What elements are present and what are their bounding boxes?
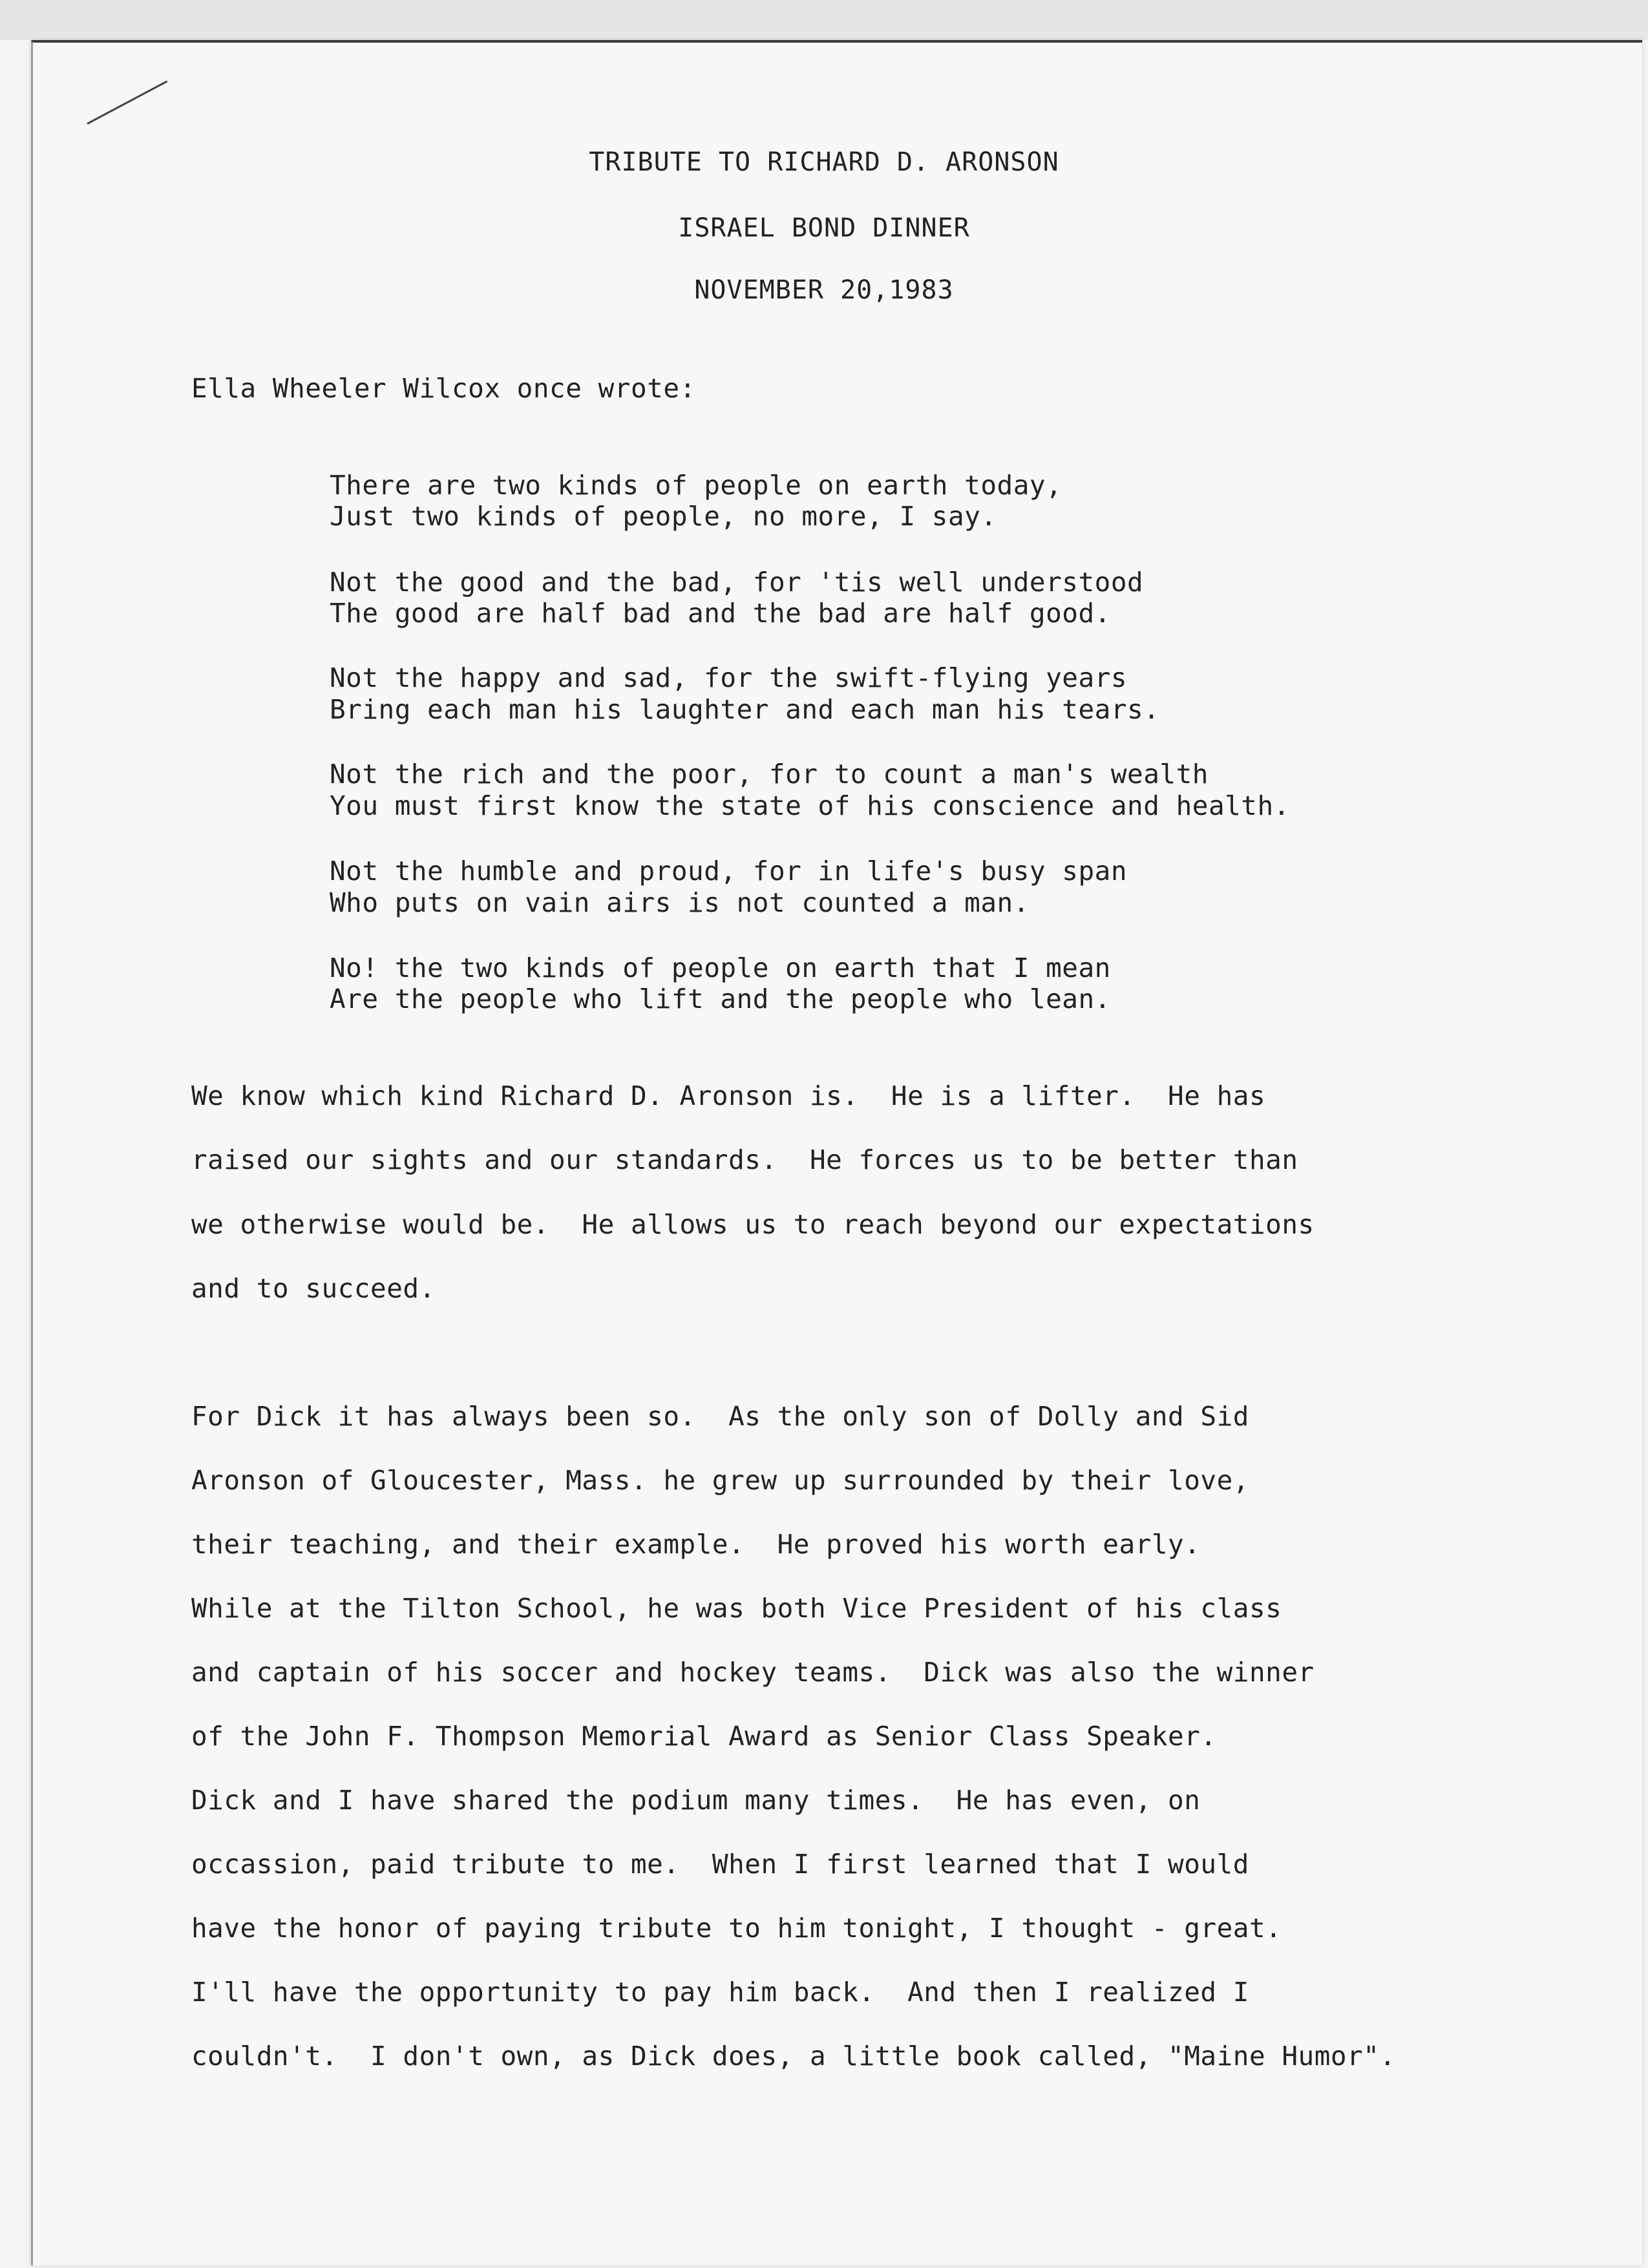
paragraph-line: Dick and I have shared the podium many times. He has even, on <box>191 1785 1201 1816</box>
poem-line: Not the happy and sad, for the swift-flying years <box>330 662 1128 693</box>
paragraph-line: I'll have the opportunity to pay him back. And then I realized I <box>191 1977 1249 2008</box>
poem-line: The good are half bad and the bad are half good. <box>330 598 1111 629</box>
poem-line: Who puts on vain airs is not counted a man. <box>330 887 1030 918</box>
paragraph-line: Aronson of Gloucester, Mass. he grew up surrounded by their love, <box>191 1465 1249 1496</box>
paragraph-line: have the honor of paying tribute to him tonight, I thought - great. <box>191 1913 1282 1944</box>
poem-line: You must first know the state of his conscience and health. <box>330 790 1290 821</box>
event-date: NOVEMBER 20,1983 <box>694 275 954 305</box>
paragraph-line: raised our sights and our standards. He forces us to be better than <box>191 1144 1298 1175</box>
paragraph-line: We know which kind Richard D. Aronson is. He is a lifter. He has <box>191 1080 1266 1111</box>
poem-line: No! the two kinds of people on earth that I mean <box>330 952 1111 983</box>
poem-line: Are the people who lift and the people who lean. <box>330 983 1111 1014</box>
paragraph-line: we otherwise would be. He allows us to reach beyond our expectations <box>191 1209 1315 1240</box>
poem-line: Not the good and the bad, for 'tis well understood <box>330 567 1144 598</box>
paragraph-line: occassion, paid tribute to me. When I first learned that I would <box>191 1849 1249 1880</box>
paragraph-line: their teaching, and their example. He proved his worth early. <box>191 1529 1201 1560</box>
document-title: TRIBUTE TO RICHARD D. ARONSON <box>589 147 1059 177</box>
paragraph-line: couldn't. I don't own, as Dick does, a little book called, "Maine Humor". <box>191 2041 1396 2072</box>
poem-line: Not the humble and proud, for in life's busy span <box>330 856 1128 887</box>
intro-line: Ella Wheeler Wilcox once wrote: <box>191 373 696 404</box>
poem-line: Just two kinds of people, no more, I say. <box>330 501 997 532</box>
paragraph-line: and captain of his soccer and hockey teams. Dick was also the winner <box>191 1657 1315 1688</box>
paragraph-line: of the John F. Thompson Memorial Award as Senior Class Speaker. <box>191 1721 1217 1752</box>
paragraph-line: and to succeed. <box>191 1273 436 1304</box>
event-name: ISRAEL BOND DINNER <box>678 213 970 243</box>
paragraph-line: While at the Tilton School, he was both Vice President of his class <box>191 1593 1282 1624</box>
paragraph-line: For Dick it has always been so. As the only son of Dolly and Sid <box>191 1401 1249 1432</box>
poem-line: Bring each man his laughter and each man his tears. <box>330 694 1160 725</box>
poem-line: Not the rich and the poor, for to count a man's wealth <box>330 759 1209 790</box>
poem-line: There are two kinds of people on earth today, <box>330 470 1062 501</box>
